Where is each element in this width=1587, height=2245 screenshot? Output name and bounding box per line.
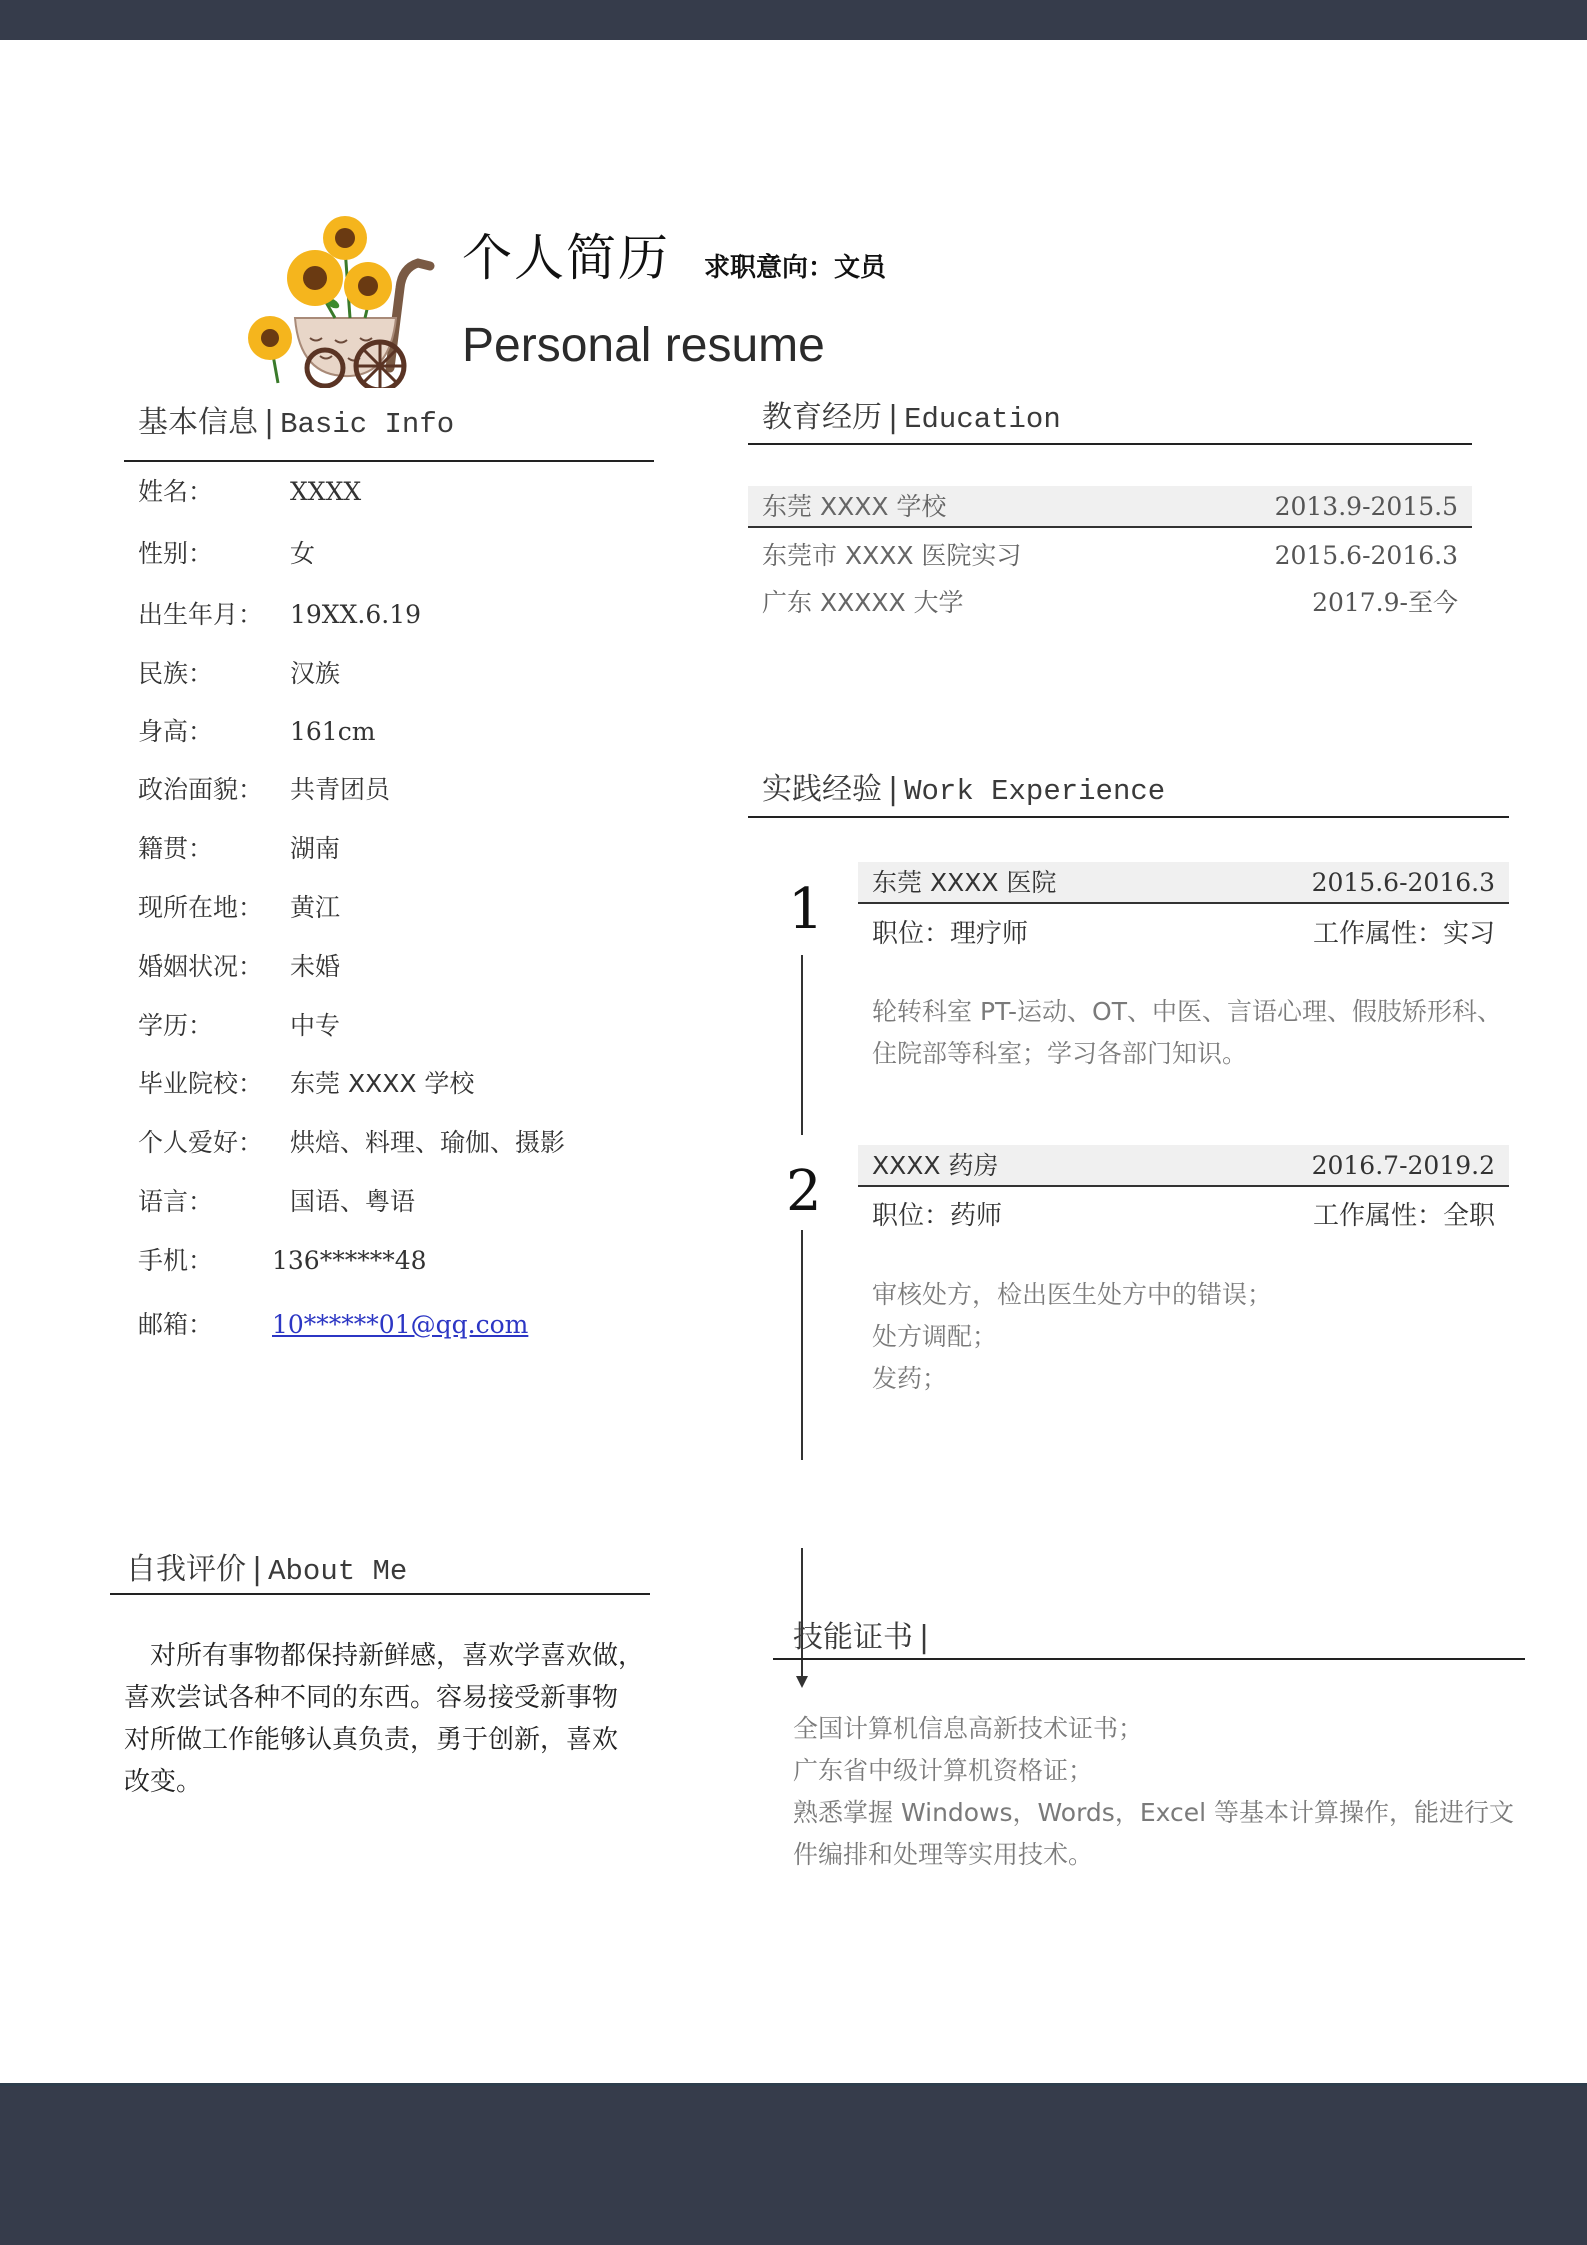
skills-heading: 技能证书 | <box>793 1620 930 1655</box>
info-row-gender: 性别： 女 <box>138 539 316 568</box>
resume-title-en: Personal resume <box>462 319 825 372</box>
about-text: 对所有事物都保持新鲜感，喜欢学喜欢做， 喜欢尝试各种不同的东西。容易接受新事物 对所做工作能够认真负责，勇于创新，喜欢 改变。 <box>124 1641 645 1797</box>
about-divider <box>110 1593 650 1595</box>
info-row-language: 语言： 国语、粤语 <box>138 1187 416 1216</box>
info-row-school: 毕业院校： 东莞 XXXX 学校 <box>138 1069 475 1098</box>
info-row-hometown: 籍贯： 湖南 <box>138 834 341 863</box>
heading-separator: | <box>264 405 275 440</box>
timeline-line <box>801 1230 803 1460</box>
education-item: 广东 XXXXX 大学 2017.9-至今 <box>762 588 1458 617</box>
job-intent: 求职意向：文员 <box>704 253 887 283</box>
timeline-number: 1 <box>788 877 824 942</box>
email-link[interactable]: 10******01@qq.com <box>272 1310 529 1339</box>
skills-text: 全国计算机信息高新技术证书； 广东省中级计算机资格证； 熟悉掌握 Windows，Words，Excel 等基本计算操作，能进行文 件编排和处理等实用技术。 <box>793 1714 1514 1869</box>
education-divider <box>748 443 1472 445</box>
info-row-hobbies: 个人爱好： 烘焙、料理、瑜伽、摄影 <box>138 1128 566 1157</box>
work-item-header: XXXX 药房 2016.7-2019.2 <box>858 1145 1509 1187</box>
work-item-description: 审核处方，检出医生处方中的错误； 处方调配； 发药； <box>872 1280 1273 1393</box>
info-row-marital: 婚姻状况： 未婚 <box>138 952 341 981</box>
basic-info-heading <box>138 403 454 445</box>
about-heading: 自我评价 | About Me <box>126 1552 408 1588</box>
top-banner <box>0 0 1587 40</box>
skills-divider <box>773 1658 1525 1660</box>
work-heading: 实践经验 | Work Experience <box>762 772 1166 808</box>
info-row-political: 政治面貌： 共青团员 <box>138 775 391 804</box>
work-item-description: 轮转科室 PT-运动、OT、中医、言语心理、假肢矫形科、 住院部等科室；学习各部门知识。 <box>872 997 1502 1068</box>
info-row-birth: 出生年月： 19XX.6.19 <box>138 600 422 629</box>
timeline-line <box>801 955 803 1135</box>
info-row-email: 邮箱： 10******01@qq.com <box>138 1308 213 1342</box>
bottom-banner <box>0 2083 1587 2245</box>
info-row-name: 姓名： XXXX <box>138 477 362 506</box>
info-row-height: 身高： 161cm <box>138 717 376 746</box>
heading-en: Basic Info <box>280 408 455 441</box>
work-item-header: 东莞 XXXX 医院 2015.6-2016.3 <box>858 862 1509 904</box>
education-item: 东莞市 XXXX 医院实习 2015.6-2016.3 <box>762 541 1458 570</box>
info-row-ethnicity: 民族： 汉族 <box>138 659 341 688</box>
education-item: 东莞 XXXX 学校 2013.9-2015.5 <box>748 486 1472 528</box>
arrow-down-icon <box>796 1676 808 1688</box>
info-row-education: 学历： 中专 <box>138 1011 341 1040</box>
work-divider <box>748 816 1509 818</box>
info-row-phone: 手机： 136******48 <box>138 1246 427 1275</box>
info-row-location: 现所在地： 黄江 <box>138 893 341 922</box>
work-item-role: 职位：药师 工作属性：全职 <box>872 1201 1495 1231</box>
basic-info-divider <box>124 460 654 462</box>
sunflower-cart-icon <box>240 208 450 388</box>
resume-title-cn: 个人简历 <box>462 229 670 287</box>
heading-cn: 基本信息 <box>138 405 258 440</box>
timeline-number: 2 <box>786 1159 822 1224</box>
work-item-role: 职位：理疗师 工作属性：实习 <box>872 919 1495 949</box>
education-heading: 教育经历 | Education <box>762 400 1061 436</box>
